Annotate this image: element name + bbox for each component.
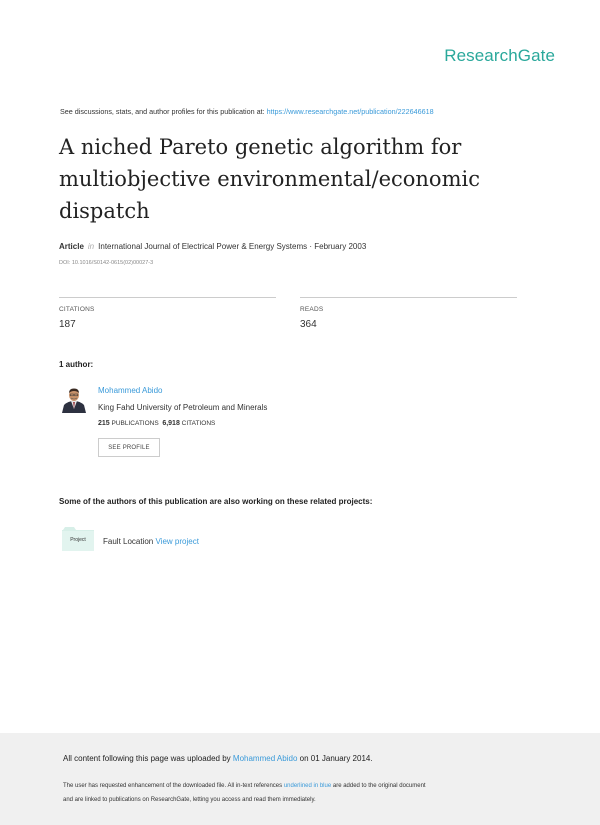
avatar[interactable] bbox=[60, 385, 88, 413]
publication-meta bbox=[59, 242, 366, 251]
citations-label: CITATIONS bbox=[59, 306, 95, 313]
researchgate-logo[interactable]: ResearchGate bbox=[444, 46, 555, 65]
author-name-link[interactable]: Mohammed Abido bbox=[98, 386, 163, 395]
upload-suffix: on 01 January 2014. bbox=[299, 754, 373, 763]
author-publications-label: PUBLICATIONS bbox=[111, 420, 159, 427]
note-line2: and are linked to publications on ResearchGate, letting you access and read them immediately. bbox=[63, 797, 316, 803]
publication-type: Article bbox=[59, 242, 84, 251]
see-profile-button[interactable]: SEE PROFILE bbox=[98, 438, 160, 457]
reads-divider bbox=[300, 297, 517, 298]
underlined-in-blue-link: underlined in blue bbox=[283, 783, 332, 789]
see-discussions-text: See discussions, stats, and author profiles for this publication at: bbox=[60, 107, 265, 116]
author-institution: King Fahd University of Petroleum and Minerals bbox=[98, 403, 268, 412]
upload-info bbox=[63, 754, 373, 763]
publication-url-link[interactable]: https://www.researchgate.net/publication/222646618 bbox=[266, 107, 434, 116]
author-citations-label: CITATIONS bbox=[181, 420, 216, 427]
uploader-link[interactable]: Mohammed Abido bbox=[232, 754, 298, 763]
reads-label: READS bbox=[300, 306, 324, 313]
project-icon-label: Project bbox=[70, 537, 86, 543]
reads-value: 364 bbox=[300, 319, 317, 330]
publication-title: A niched Pareto genetic algorithm for multiobjective environmental/economic dispatch bbox=[59, 135, 480, 223]
enhancement-note bbox=[63, 779, 426, 807]
citations-divider bbox=[59, 297, 276, 298]
journal-date[interactable]: International Journal of Electrical Power & Energy Systems · February 2003 bbox=[98, 242, 367, 251]
view-project-link[interactable]: View project bbox=[155, 537, 199, 546]
author-photo-icon bbox=[60, 385, 88, 413]
authors-heading: 1 author: bbox=[59, 360, 94, 369]
citations-value: 187 bbox=[59, 319, 76, 330]
author-stats bbox=[98, 420, 215, 427]
upload-prefix: All content following this page was uploaded by bbox=[63, 754, 231, 763]
see-discussions-line bbox=[60, 107, 434, 116]
project-item bbox=[103, 537, 199, 546]
project-folder-icon bbox=[62, 527, 94, 551]
note-line1-b: are added to the original document bbox=[332, 783, 426, 789]
in-word: in bbox=[87, 242, 95, 251]
note-line1-a: The user has requested enhancement of the downloaded file. All in-text references bbox=[63, 783, 283, 789]
author-citations-count: 6,918 bbox=[162, 420, 180, 427]
project-name: Fault Location bbox=[103, 537, 154, 546]
related-projects-heading: Some of the authors of this publication are also working on these related projects: bbox=[59, 497, 373, 506]
author-publications-count: 215 bbox=[98, 420, 110, 427]
doi: DOI: 10.1016/S0142-0615(02)00027-3 bbox=[59, 260, 154, 266]
